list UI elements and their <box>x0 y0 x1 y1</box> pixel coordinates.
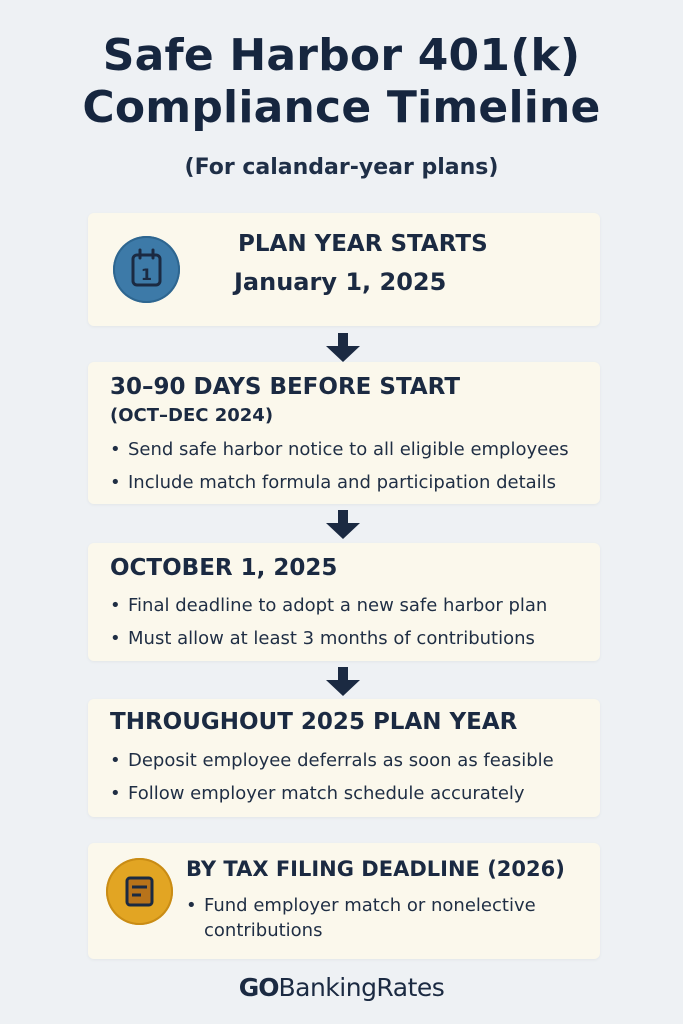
list-item: contributions <box>204 920 323 941</box>
brand-logo-go: GO <box>238 973 279 1002</box>
document-icon <box>106 858 173 925</box>
brand-logo <box>0 973 683 1002</box>
card-heading: BY TAX FILING DEADLINE (2026) <box>186 857 565 881</box>
timeline-card-adoption-deadline <box>88 543 600 661</box>
title-line-1: Safe Harbor 401(k) <box>102 30 581 81</box>
card-heading: THROUGHOUT 2025 PLAN YEAR <box>110 709 518 735</box>
list-item: • Fund employer match or nonelective <box>186 893 536 918</box>
title-line-2: Compliance Timeline <box>82 82 601 133</box>
timeline-card-plan-year <box>88 699 600 817</box>
card-heading: PLAN YEAR STARTS <box>238 231 488 257</box>
page-subtitle: (For calandar-year plans) <box>184 155 499 180</box>
bullet-list <box>186 893 536 943</box>
list-item: • Send safe harbor notice to all eligible employees <box>110 433 569 466</box>
card-heading: 30–90 DAYS BEFORE START <box>110 374 461 400</box>
timeline-card-tax-filing <box>88 843 600 959</box>
card-heading: OCTOBER 1, 2025 <box>110 555 338 581</box>
svg-text:1: 1 <box>140 265 153 284</box>
card-subheading: (OCT–DEC 2024) <box>110 405 274 426</box>
list-item: • Follow employer match schedule accurately <box>110 777 554 810</box>
list-item: • Deposit employee deferrals as soon as feasible <box>110 744 554 777</box>
card-date: January 1, 2025 <box>234 268 447 296</box>
timeline-card-plan-year-starts <box>88 213 600 326</box>
list-item: • Must allow at least 3 months of contributions <box>110 622 547 655</box>
bullet-list <box>110 589 547 655</box>
bullet-list <box>110 744 554 810</box>
list-item: • Include match formula and participation details <box>110 466 569 499</box>
calendar-icon <box>113 236 180 303</box>
list-item: • Final deadline to adopt a new safe harbor plan <box>110 589 547 622</box>
timeline-card-notice <box>88 362 600 504</box>
bullet-list <box>110 433 569 499</box>
brand-logo-rest: BankingRates <box>278 973 445 1002</box>
page-title <box>0 30 683 134</box>
